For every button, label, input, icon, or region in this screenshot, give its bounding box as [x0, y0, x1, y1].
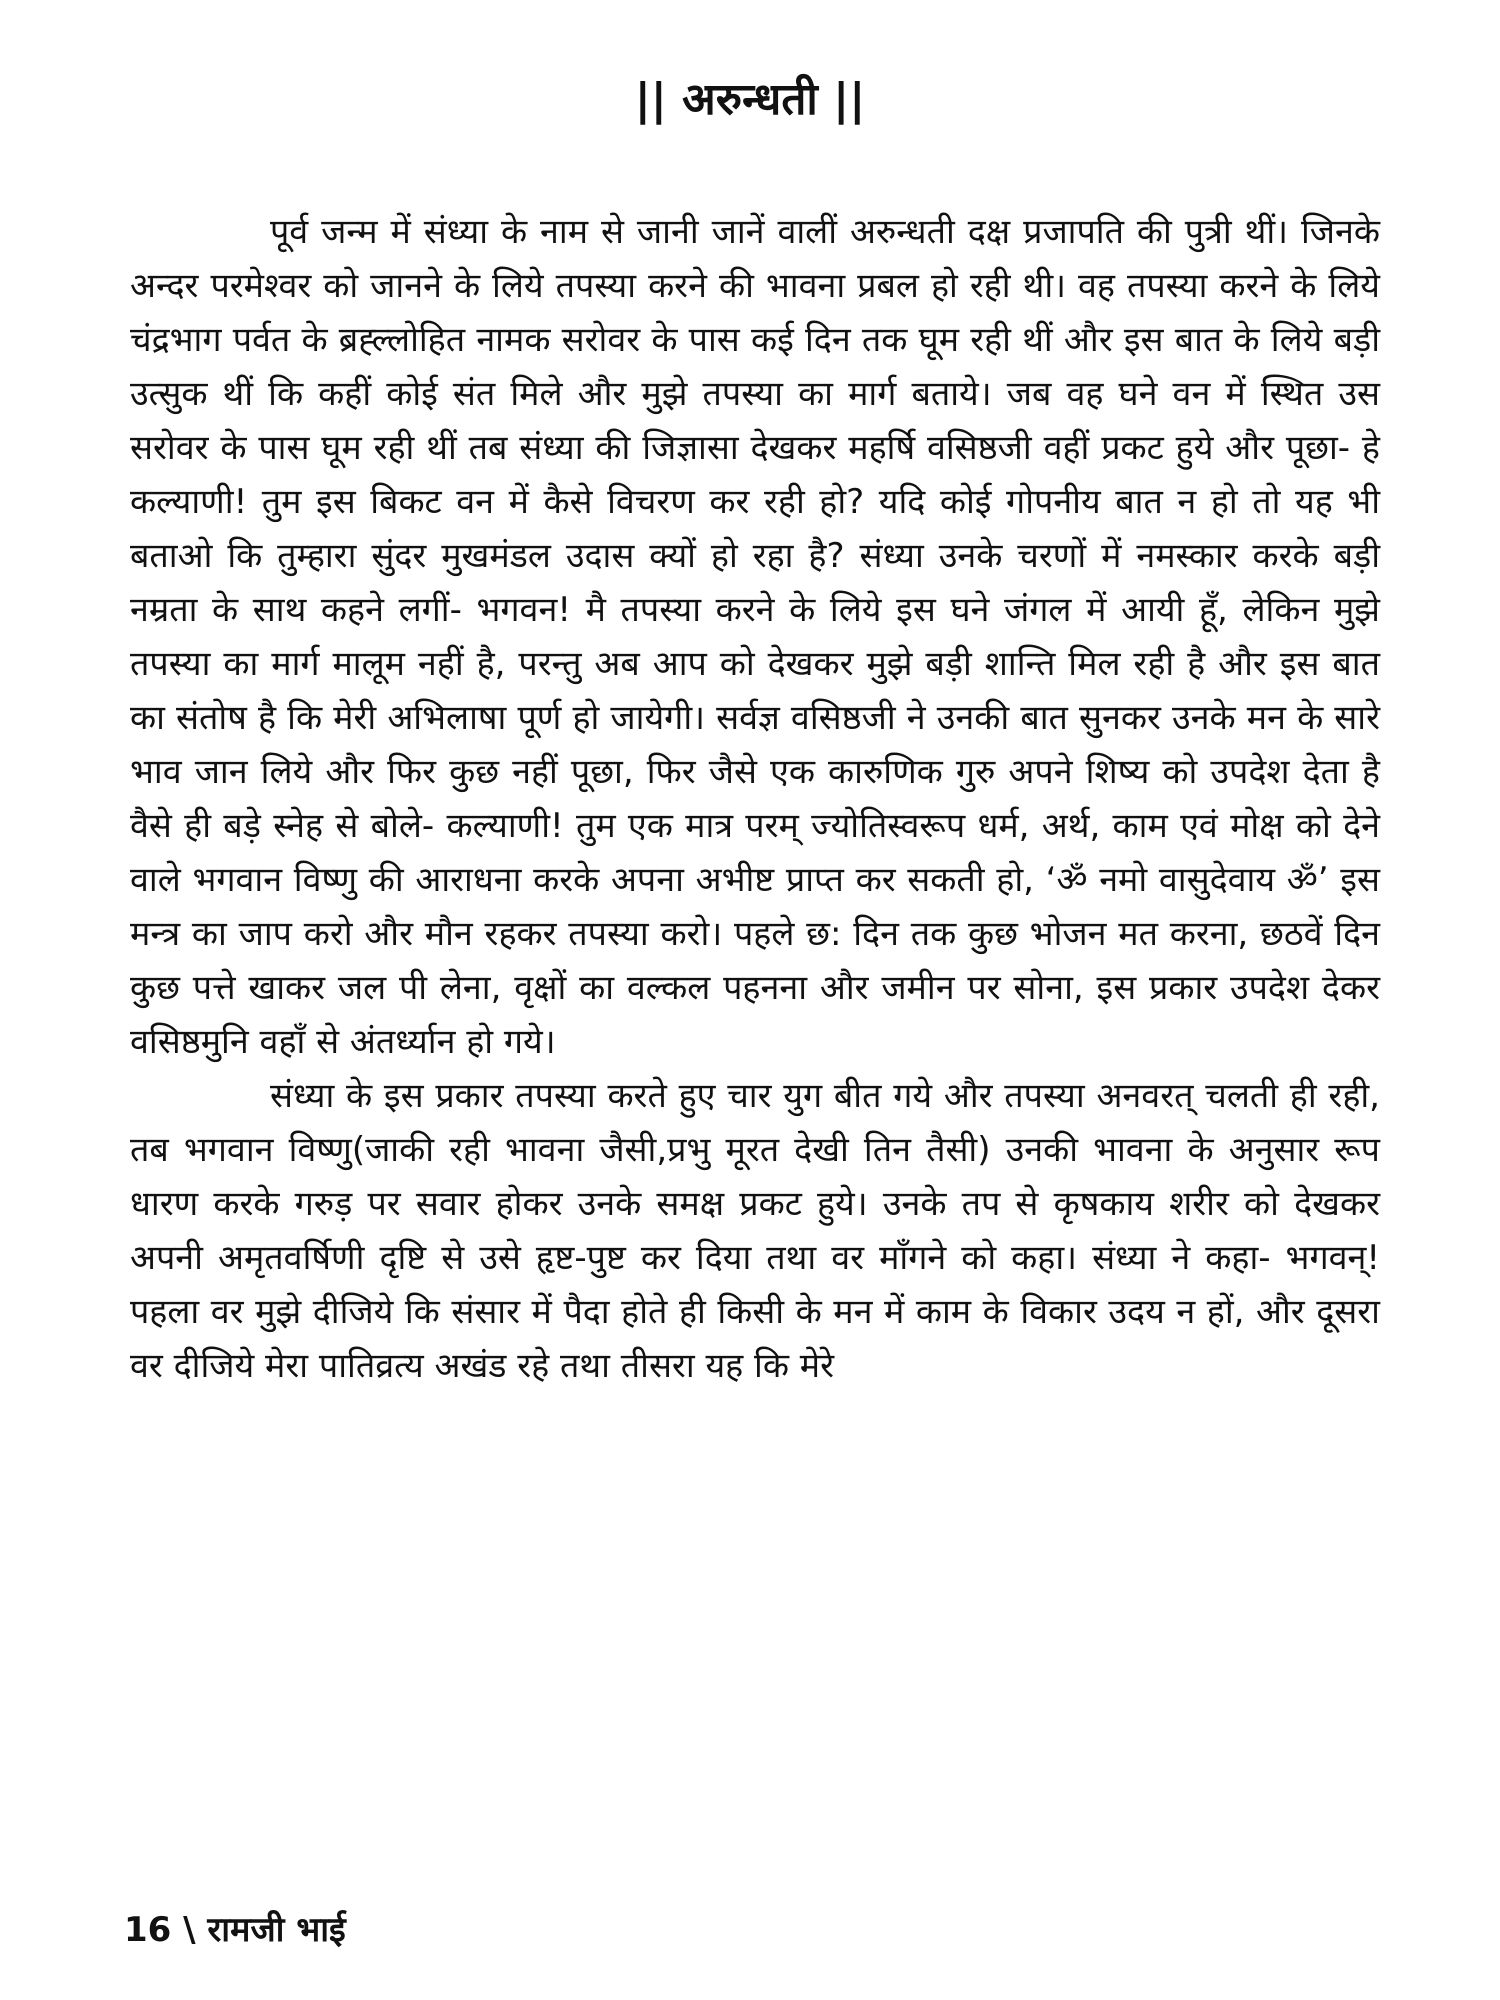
paragraph-2: संध्या के इस प्रकार तपस्या करते हुए चार युग बीत गये और तपस्या अनवरत् चलती ही रही, तब भगवान विष्णु(जाकी रही भावना जैसी,प्रभु मूरत देखी तिन तैसी) उनकी भावना के अनुसार रूप धारण करके गरुड़ पर सवार होकर उनके समक्ष प्रकट हुये। उनके तप से कृषकाय शरीर को देखकर अपनी अमृतवर्षिणी दृष्टि से उसे हृष्ट-पुष्ट कर दिया तथा वर माँगने को कहा। संध्या ने कहा- भगवन्! पहला वर मुझे दीजिये कि संसार में पैदा होते ही किसी के मन में काम के विकार उदय न हों, और दूसरा वर दीजिये मेरा पातिव्रत्य अखंड रहे तथा तीसरा यह कि मेरे: [130, 1076, 1380, 1386]
page-footer: 16 \ रामजी भाई: [124, 1910, 346, 1950]
paragraph-1: पूर्व जन्म में संध्या के नाम से जानी जानें वालीं अरुन्धती दक्ष प्रजापति की पुत्री थीं। जिनके अन्दर परमेश्वर को जानने के लिये तपस्या करने की भावना प्रबल हो रही थी। वह तपस्या करने के लिये चंद्रभाग पर्वत के ब्रह्ल्लोहित नामक सरोवर के पास कई दिन तक घूम रही थीं और इस बात के लिये बड़ी उत्सुक थीं कि कहीं कोई संत मिले और मुझे तपस्या का मार्ग बताये। जब वह घने वन में स्थित उस सरोवर के पास घूम रही थीं तब संध्या की जिज्ञासा देखकर महर्षि वसिष्ठजी वहीं प्रकट हुये और पूछा- हे कल्याणी! तुम इस बिकट वन में कैसे विचरण कर रही हो? यदि कोई गोपनीय बात न हो तो यह भी बताओ कि तुम्हारा सुंदर मुखमंडल उदास क्यों हो रहा है? संध्या उनके चरणों में नमस्कार करके बड़ी नम्रता के साथ कहने लगीं- भगवन! मै तपस्या करने के लिये इस घने जंगल में आयी हूँ, लेकिन मुझे तपस्या का मार्ग मालूम नहीं है, परन्तु अब आप को देखकर मुझे बड़ी शान्ति मिल रही है और इस बात का संतोष है कि मेरी अभिलाषा पूर्ण हो जायेगी। सर्वज्ञ वसिष्ठजी ने उनकी बात सुनकर उनके मन के सारे भाव जान लिये और फिर कुछ नहीं पूछा, फिर जैसे एक कारुणिक गुरु अपने शिष्य को उपदेश देता है वैसे ही बड़े स्नेह से बोले- कल्याणी! तुम एक मात्र परम् ज्योतिस्वरूप धर्म, अर्थ, काम एवं मोक्ष को देने वाले भगवान विष्णु की आराधना करके अपना अभीष्ट प्राप्त कर सकती हो, ‘ॐ नमो वासुदेवाय ॐ’ इस मन्त्र का जाप करो और मौन रहकर तपस्या करो। पहले छ: दिन तक कुछ भोजन मत करना, छठवें दिन कुछ पत्ते खाकर जल पी लेना, वृक्षों का वल्कल पहनना और जमीन पर सोना, इस प्रकार उपदेश देकर वसिष्ठमुनि वहाँ से अंतर्ध्यान हो गये।: [130, 212, 1380, 1062]
chapter-body: [130, 205, 1380, 1393]
chapter-title: || अरुन्धती ||: [634, 74, 866, 125]
